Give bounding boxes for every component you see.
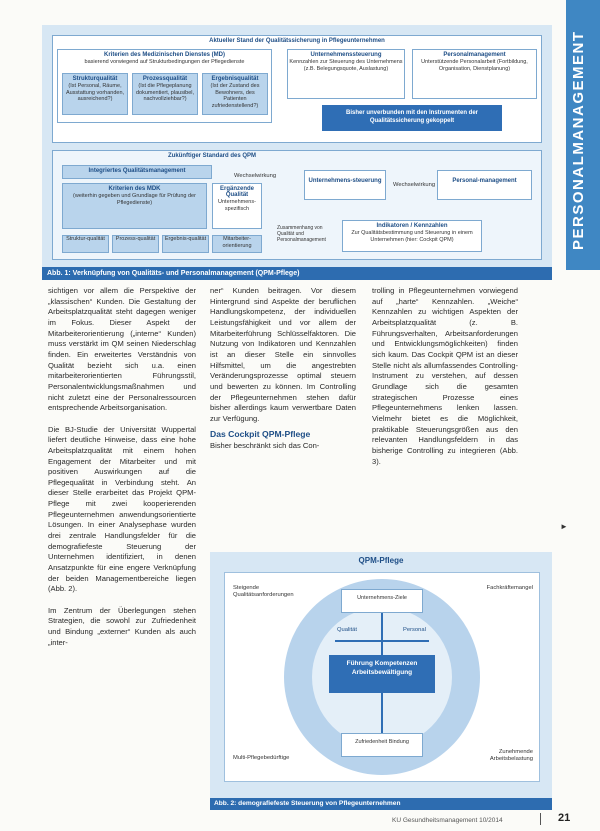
result-quality-title: Ergebnisqualität bbox=[211, 76, 259, 82]
company-control-box bbox=[287, 49, 405, 99]
small-box-structure bbox=[62, 235, 109, 253]
small-box-result bbox=[162, 235, 209, 253]
iqm-box bbox=[62, 165, 212, 179]
page-number: 21 bbox=[558, 812, 571, 824]
cockpit-heading: Das Cockpit QPM-Pflege bbox=[210, 428, 311, 439]
figure-1-caption: Abb. 1: Verknüpfung von Qualitäts- und Personalmanagement (QPM-Pflege) bbox=[42, 267, 552, 280]
small-box-staff bbox=[212, 235, 262, 253]
indicator-title: Indikatoren / Kennzahlen bbox=[376, 223, 448, 229]
result-quality-box bbox=[202, 73, 268, 115]
section-tab bbox=[566, 0, 600, 270]
satisfaction-label: Zufriedenheit Bindung bbox=[355, 739, 409, 745]
column-1 bbox=[48, 286, 196, 648]
unconnected-text: Bisher unverbunden mit den Instrumenten der Qualitätssicherung gekoppelt bbox=[345, 110, 479, 124]
personnel-2-title: Personal-management bbox=[452, 178, 517, 184]
company-control-2-title: Unternehmens-steuerung bbox=[308, 178, 382, 184]
small-box-process bbox=[112, 235, 159, 253]
small-box-structure-label: Struktur-qualität bbox=[66, 236, 105, 242]
structure-quality-text: (Ist Personal, Räume, Ausstattung vorhanden, ausreichend?) bbox=[65, 83, 125, 102]
column-3 bbox=[372, 286, 518, 467]
company-control-title: Unternehmenssteuerung bbox=[310, 52, 382, 58]
process-quality-text: (Ist die Pflegeplanung dokumentiert, plausibel, nachvollziehbar?) bbox=[135, 83, 195, 102]
column-3-text: trolling in Pflegeunternehmen vorwiegend auf „harte“ Kennzahlen. „Weiche“ Kennzahlen zu wichtigen Aspekten der Arbeitsplatzqualität (z. B. Führungsverhalten, Arbeitsanforderungen und Entwicklungsmöglichkeiten) finden sich kaum. Das Cockpit QPM ist an dieser Stelle nicht als allumfassendes Controlling-Instrument zu verstehen, auf dessen Grundlage sich die gesamten strategischen Prozesse eines Pflegeunternehmens lenken lassen. Vielmehr bietet es die Möglichkeit, praktikable Steuerungsgrößen aus den relevanten Handlungsfeldern in das bisherige Controlling zu integrieren (Abb. 3). bbox=[372, 286, 518, 466]
iqm-title: Integriertes Qualitätsmanagement bbox=[88, 168, 186, 174]
mdk-title: Kriterien des Medizinischen Dienstes (MD) bbox=[103, 52, 226, 58]
specific-quality-text: Unternehmens-spezifisch bbox=[218, 199, 256, 212]
figure-2 bbox=[210, 552, 552, 810]
unconnected-box bbox=[322, 105, 502, 131]
column-1-text: sichtigen vor allem die Perspektive der „klassischen“ Kunden. Die Gestaltung der Arbeitsplatzqualität steht dagegen weniger im Fokus. Dieser Aspekt der Mitarbeiterorientierung („interne“ Kunden) muss verstärkt im QM seinen Niederschlag finden. Ein erweitertes Verständnis von Qualität bezieht sich u.a. einen mitarbeiterorientierten Führungsstil, Personalentwicklungsmaßnahmen und nicht zuletzt eine der Personalressourcen entsprechende Arbeitsorganisation. Die BJ-Studie der Universität Wuppertal liefert deutliche Hinweise, dass eine hohe Arbeitsplatzqualität mit einem hohen Engagement der Mitarbeiter und mit positiven Auswirkungen auf die Pflegequalität in Verbindung steht. An dieser Stelle erarbeitet das Projekt QPM-Pflege mit zwei kooperierenden Pflegeunternehmen anwendungsorientierte Lösungen. In einer Analysephase wurden drei zentrale Handlungsfelder für die demografiefeste Steuerung der Unternehmen identifiziert, in denen Ansatzpunkte für eine engere Verknüpfung der beiden Managementbereiche liegen (Abb. 2). Im Zentrum der Überlegungen stehen Strategien, die sowohl zur Zufriedenheit und Bindung „externer“ Kunden als auch „inter- bbox=[48, 286, 196, 647]
indicator-text: Zur Qualitätsbestimmung und Steuerung in einem Unternehmen (hier: Cockpit QPM) bbox=[351, 230, 473, 243]
leadership-label: Führung Kompetenzen Arbeitsbewältigung bbox=[346, 660, 418, 676]
middle-arrow-label: Wechselwirkung bbox=[393, 182, 436, 188]
continue-marker: ► bbox=[560, 522, 568, 531]
personnel-text: Unterstützende Personalarbeit (Fortbildung, Organisation, Dienstplanung) bbox=[421, 59, 528, 72]
factor-bottom-left: Multi-Pflegebedürftige bbox=[233, 755, 290, 761]
company-control-2-box bbox=[304, 170, 386, 200]
personnel-title: Personalmanagement bbox=[443, 52, 506, 58]
small-box-staff-label: Mitarbeiter-orientierung bbox=[222, 236, 252, 249]
mdk2-text: (weiterhin gegeben und Grundlage für Prüfung der Pflegedienste) bbox=[73, 193, 196, 206]
mdk-subtitle: basierend vorwiegend auf Strukturbedingungen der Pflegedienste bbox=[84, 59, 245, 65]
goals-label: Unternehmens-Ziele bbox=[357, 595, 407, 601]
factor-top-right: Fachkräftemangel bbox=[486, 585, 533, 591]
mdk2-box bbox=[62, 183, 207, 229]
figure-2-caption: Abb. 2: demografiefeste Steuerung von Pflegeunternehmen bbox=[210, 798, 552, 810]
figure-2-title: QPM-Pflege bbox=[358, 556, 404, 565]
personnel-2-box bbox=[437, 170, 532, 200]
factor-bottom-right: Zunehmende Arbeitsbelastung bbox=[489, 749, 533, 762]
indicator-box bbox=[342, 220, 482, 252]
column-2 bbox=[210, 286, 356, 452]
figure-2-panel bbox=[224, 572, 540, 782]
personnel-label: Personal bbox=[403, 627, 426, 633]
personnel-box bbox=[412, 49, 537, 99]
mdk2-title: Kriterien des MDK bbox=[108, 186, 161, 192]
quality-label: Qualität bbox=[337, 627, 357, 633]
section-tab-label: PERSONALMANAGEMENT bbox=[570, 30, 587, 250]
structure-quality-title: Strukturqualität bbox=[72, 76, 118, 82]
footer-divider bbox=[540, 813, 541, 825]
column-2-text-a: ner“ Kunden beitragen. Vor diesem Hintergrund sind Aspekte der beruflichen Handlungskompetenz, der individuellen Leistungsfähigkeit und vor allem der Mitarbeiterführung Schlüsselfaktoren. Die Nutzung von Indikatoren und Kennzahlen ist an dieser Stelle ein sinnvolles Hilfsmittel, um die angestrebten Veränderungsprozesse optimal steuern und bewerten zu können. Im Controlling der Pflegeunternehmen stehen dafür bisher allerdings kaum verwertbare Daten zur Verfügung. bbox=[210, 286, 356, 423]
process-quality-box bbox=[132, 73, 198, 115]
specific-quality-title: Ergänzende Qualität bbox=[219, 186, 254, 198]
column-2-text-b: Bisher beschränkt sich das Con- bbox=[210, 441, 320, 451]
factor-top-left: Steigende Qualitätsanforderungen bbox=[233, 585, 294, 598]
exchange-label: Wechselwirkung bbox=[234, 173, 277, 179]
structure-quality-box bbox=[62, 73, 128, 115]
result-quality-text: (Ist der Zustand des Bewohners, des Patienten zufriedenstellend?) bbox=[210, 83, 260, 109]
process-quality-title: Prozessqualität bbox=[142, 76, 188, 82]
future-title: Zukünftiger Standard des QPM bbox=[168, 153, 257, 159]
current-state-title: Aktueller Stand der Qualitätssicherung in Pflegeunternehmen bbox=[209, 38, 385, 44]
leadership-box bbox=[329, 655, 435, 693]
figure-1 bbox=[42, 25, 552, 280]
footer-journal: KU Gesundheitsmanagement 10/2014 bbox=[392, 817, 503, 824]
satisfaction-box bbox=[341, 733, 423, 757]
specific-quality-box bbox=[212, 183, 262, 229]
goals-box bbox=[341, 589, 423, 613]
indicator-side-label: Zusammenhang von Qualität und Personalmanagement bbox=[277, 225, 326, 243]
company-control-text: Kennzahlen zur Steuerung des Unternehmens (z.B. Belegungsquote, Auslastung) bbox=[289, 59, 403, 72]
small-box-result-label: Ergebnis-qualität bbox=[164, 236, 207, 242]
small-box-process-label: Prozess-qualität bbox=[115, 236, 156, 242]
